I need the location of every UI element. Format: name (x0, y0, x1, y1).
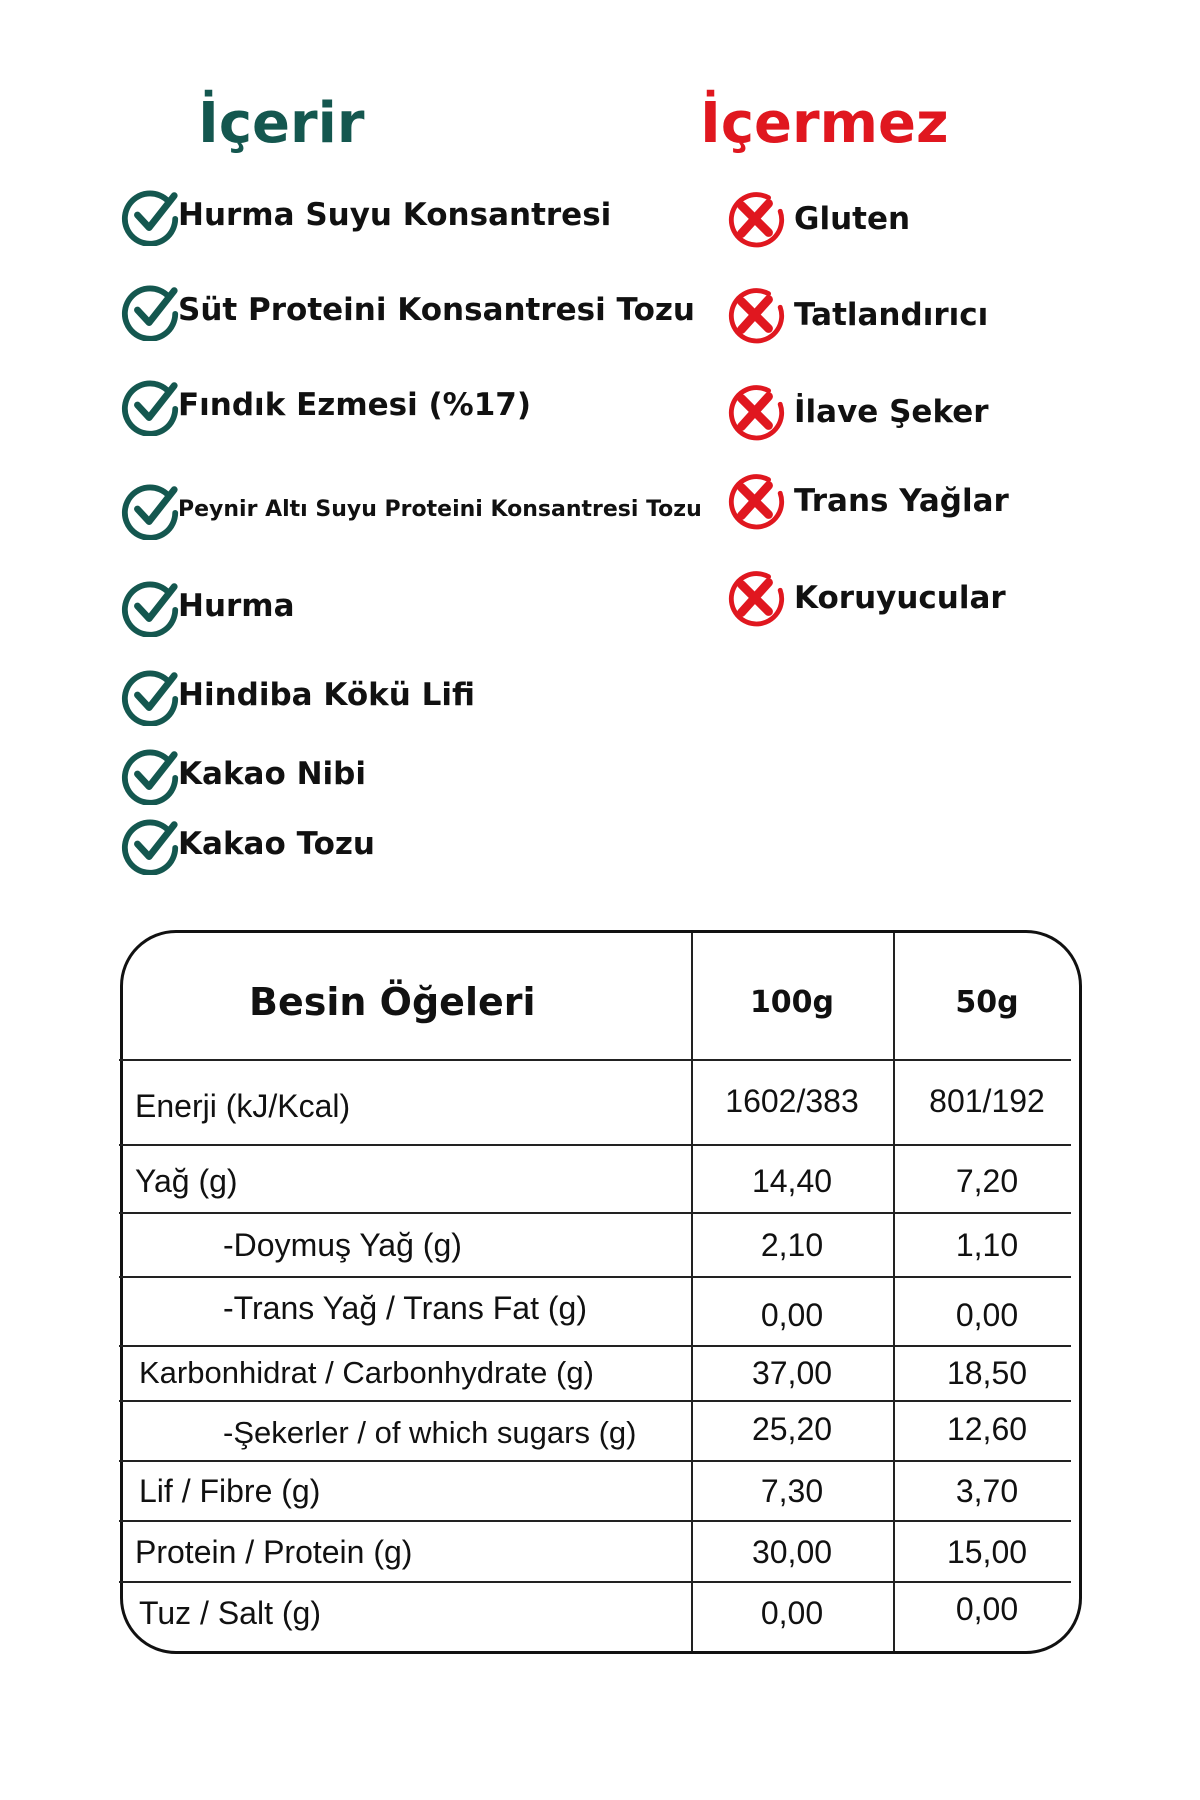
value-50g: 12,60 (946, 1411, 1028, 1447)
nutrient-name: Tuz / Salt (g) (139, 1595, 321, 1631)
contains-item-label: Hurma Suyu Konsantresi (178, 197, 612, 233)
x-circle-icon (724, 470, 786, 532)
contains-item (120, 575, 295, 637)
row-divider (119, 1460, 1071, 1462)
contains-item (120, 279, 695, 341)
contains-item (120, 184, 611, 246)
header-50g: 50g (955, 985, 1019, 1020)
excludes-item (724, 381, 989, 443)
excludes-title: İçermez (700, 91, 949, 156)
check-circle-icon (120, 664, 182, 726)
header-100g: 100g (749, 985, 835, 1020)
value-100g: 2,10 (760, 1227, 824, 1263)
contains-item (120, 374, 531, 436)
contains-item-label: Hindiba Kökü Lifi (178, 677, 475, 713)
excludes-item-label: İlave Şeker (794, 394, 989, 430)
x-circle-icon (724, 188, 786, 250)
value-50g: 0,00 (955, 1591, 1019, 1627)
row-divider (119, 1059, 1071, 1061)
nutrient-name: Karbonhidrat / Carbonhydrate (g) (139, 1355, 594, 1390)
contains-title: İçerir (198, 91, 365, 156)
contains-item (120, 478, 702, 540)
value-100g: 0,00 (760, 1297, 824, 1333)
value-100g: 25,20 (751, 1411, 833, 1447)
check-circle-icon (120, 478, 182, 540)
excludes-item (724, 284, 988, 346)
nutrient-name: -Şekerler / of which sugars (g) (223, 1415, 637, 1450)
value-50g: 3,70 (955, 1473, 1019, 1509)
row-divider (119, 1144, 1071, 1146)
value-50g: 1,10 (955, 1227, 1019, 1263)
excludes-item (724, 470, 1009, 532)
value-100g: 7,30 (760, 1473, 824, 1509)
nutrition-table (120, 930, 1082, 1654)
check-circle-icon (120, 743, 182, 805)
value-50g: 7,20 (955, 1163, 1019, 1199)
excludes-item-label: Trans Yağlar (794, 483, 1009, 519)
x-circle-icon (724, 284, 786, 346)
excludes-item (724, 567, 1006, 629)
excludes-item-label: Tatlandırıcı (794, 297, 989, 333)
row-divider (119, 1520, 1071, 1522)
value-50g: 15,00 (946, 1534, 1028, 1570)
row-divider (119, 1345, 1071, 1347)
x-circle-icon (724, 567, 786, 629)
value-100g: 0,00 (760, 1595, 824, 1631)
contains-item-label: Kakao Tozu (178, 826, 376, 862)
check-circle-icon (120, 184, 182, 246)
nutrient-name: Protein / Protein (g) (135, 1534, 413, 1570)
nutrient-name: Lif / Fibre (g) (139, 1473, 321, 1509)
contains-item (120, 664, 475, 726)
value-100g: 1602/383 (725, 1083, 859, 1119)
nutrient-name: -Trans Yağ / Trans Fat (g) (223, 1290, 587, 1326)
value-50g: 18,50 (946, 1355, 1028, 1391)
nutrient-name: Enerji (kJ/Kcal) (135, 1088, 351, 1124)
nutrient-name: Yağ (g) (135, 1163, 238, 1199)
value-100g: 30,00 (751, 1534, 833, 1570)
contains-item-label: Fındık Ezmesi (%17) (178, 387, 532, 423)
x-circle-icon (724, 381, 786, 443)
contains-item-label: Kakao Nibi (178, 756, 366, 792)
row-divider (119, 1276, 1071, 1278)
contains-item-label: Hurma (178, 588, 295, 624)
check-circle-icon (120, 813, 182, 875)
row-divider (119, 1581, 1071, 1583)
row-divider (119, 1400, 1071, 1402)
contains-item (120, 743, 366, 805)
nutrient-name: -Doymuş Yağ (g) (223, 1227, 462, 1263)
check-circle-icon (120, 374, 182, 436)
row-divider (119, 1212, 1071, 1214)
contains-item (120, 813, 375, 875)
value-100g: 37,00 (751, 1355, 833, 1391)
contains-item-label: Süt Proteini Konsantresi Tozu (178, 292, 695, 328)
contains-item-label: Peynir Altı Suyu Proteini Konsantresi Tozu (178, 496, 702, 522)
excludes-item-label: Koruyucular (794, 580, 1006, 616)
check-circle-icon (120, 575, 182, 637)
excludes-item (724, 188, 910, 250)
value-50g: 0,00 (955, 1297, 1019, 1333)
excludes-item-label: Gluten (794, 201, 911, 237)
check-circle-icon (120, 279, 182, 341)
value-100g: 14,40 (751, 1163, 833, 1199)
value-50g: 801/192 (929, 1083, 1045, 1119)
header-name: Besin Öğeleri (249, 980, 536, 1024)
